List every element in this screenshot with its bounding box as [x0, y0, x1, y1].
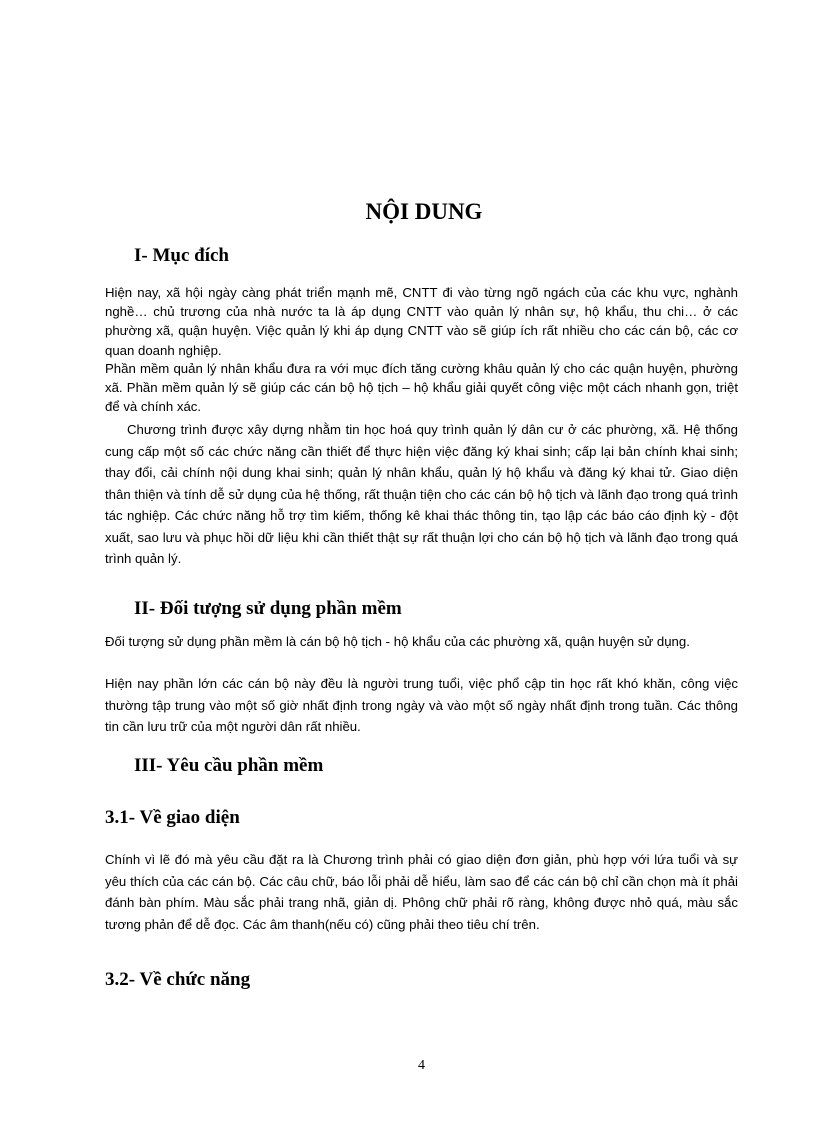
section-heading-purpose: I- Mục đích — [134, 245, 229, 266]
interface-paragraph-1: Chính vì lẽ đó mà yêu cầu đặt ra là Chương trình phải có giao diện đơn giản, phù hợp với lứa tuổi và sự yêu thích của các cán bộ. Các câu chữ, báo lỗi phải dễ hiểu, làm sao để các cán bộ chỉ cần chọn mà ít phải đánh bàn phím. Màu sắc phải trang nhã, giản dị. Phông chữ phải rõ ràng, không được nhỏ quá, màu sắc tương phản để dễ đọc. Các âm thanh(nếu có) cũng phải theo tiêu chí trên. — [105, 852, 738, 932]
section-heading-users: II- Đối tượng sử dụng phần mềm — [134, 598, 402, 619]
subsection-heading-functions: 3.2- Về chức năng — [105, 969, 251, 990]
users-paragraph-2: Hiện nay phần lớn các cán bộ này đều là người trung tuổi, việc phổ cập tin học rất khó khăn, công việc thường tập trung vào một số giờ nhất định trong ngày và vào một số ngày nhất định trong tuần. Các thông tin cần lưu trữ của một người dân rất nhiều. — [105, 676, 738, 734]
subsection-heading-interface: 3.1- Về giao diện — [105, 807, 240, 828]
document-title: NỘI DUNG — [365, 199, 483, 224]
purpose-paragraph-3: Chương trình được xây dựng nhằm tin học hoá quy trình quản lý dân cư ở các phường, xã. Hệ thống cung cấp một số các chức năng cần thiết để thực hiện việc đăng ký khai sinh; cấp lại bản chính khai sinh; thay đổi, cải chính nội dung khai sinh; quản lý nhân khẩu, quản lý hộ khẩu và đăng ký khai tử. Giao diện thân thiện và tính dễ sử dụng của hệ thống, rất thuận tiện cho các cán bộ hộ tịch và lãnh đạo trong quá trình tác nghiệp. Các chức năng hỗ trợ tìm kiếm, thống kê khai thác thông tin, tạo lập các báo cáo định kỳ - đột xuất, sao lưu và phục hồi dữ liệu khi cần thiết thật sự rất thuận lợi cho cán bộ hộ tịch và lãnh đạo trong quá trình quản lý. — [105, 422, 738, 566]
purpose-paragraph-2: Phần mềm quản lý nhân khẩu đưa ra với mục đích tăng cường khâu quản lý cho các quận huyện, phường xã. Phần mềm quản lý sẽ giúp các cán bộ hộ tịch – hộ khẩu giải quyết công việc một cách nhanh gọn, triệt để và chính xác. — [105, 361, 738, 415]
section-heading-requirements: III- Yêu cầu phần mềm — [134, 755, 324, 776]
users-paragraph-1: Đối tượng sử dụng phần mềm là cán bộ hộ tịch - hộ khẩu của các phường xã, quận huyện sử dụng. — [105, 634, 690, 649]
page-number: 4 — [418, 1058, 425, 1073]
purpose-paragraph-1: Hiện nay, xã hội ngày càng phát triển mạnh mẽ, CNTT đi vào từng ngõ ngách của các khu vực, nghành nghề… chủ trương của nhà nước ta là áp dụng CNTT vào quản lý nhân sự, hộ khẩu, thu chi… ở các phường xã, quận huyện. Việc quản lý khi áp dụng CNTT vào sẽ giúp ích rất nhiều cho các cán bộ, các cơ quan doanh nghiệp. — [105, 285, 738, 358]
